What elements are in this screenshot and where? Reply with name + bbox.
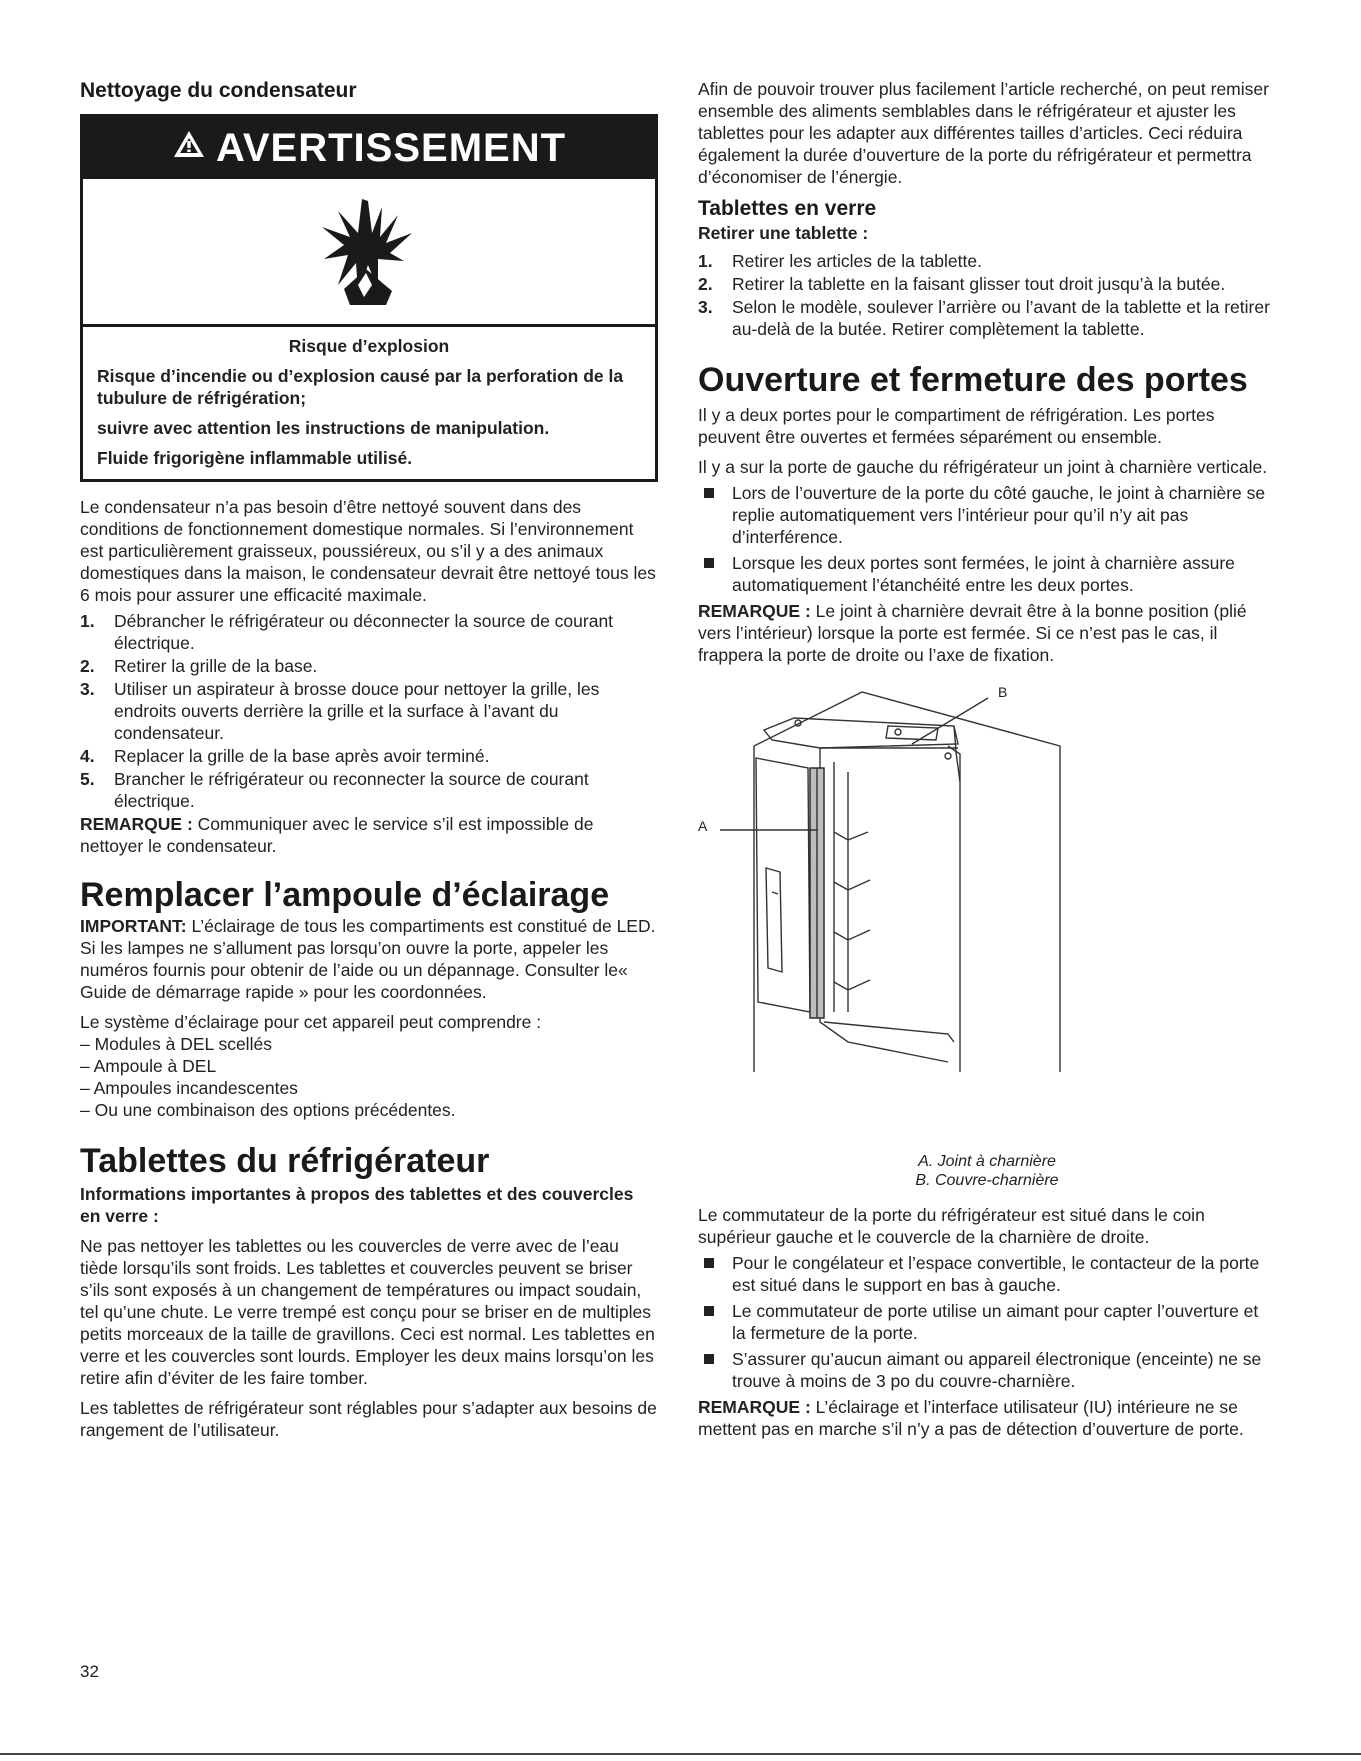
switch-note: REMARQUE : L’éclairage et l’interface utilisateur (IU) intérieure ne se mettent pas en marche s’il n’y a pas de détection d’ouverture de porte.	[698, 1397, 1244, 1439]
warning-triangle-icon	[172, 115, 206, 177]
shelves-intro: Afin de pouvoir trouver plus facilement l’article recherché, on peut remiser ensemble des aliments semblables dans le réfrigérateur et ajuster les tablettes pour les adapter aux différentes tailles d’articles. Ceci réduira également la durée d’ouverture de la porte du réfrigérateur et permettra d’économiser de l’énergie.	[698, 79, 1269, 187]
warning-title: Risque d’explosion	[288, 336, 450, 356]
list-item: 3. Selon le modèle, soulever l’arrière ou l’avant de la tablette et la retirer au-delà de la butée. Retirer complètement la tablette.	[698, 297, 1270, 339]
right-column	[698, 78, 1276, 1440]
condenser-note: REMARQUE : Communiquer avec le service s’il est impossible de nettoyer le condensateur.	[80, 814, 594, 856]
list-item: 5. Brancher le réfrigérateur ou reconnecter la source de courant électrique.	[80, 769, 589, 811]
list-item: Pour le congélateur et l’espace convertible, le contacteur de la porte est situé dans le support en bas à gauche.	[698, 1252, 1276, 1296]
explosion-icon	[308, 193, 428, 313]
warning-box	[80, 114, 658, 482]
bullet-icon	[704, 488, 714, 498]
doors-bullets	[698, 482, 1276, 596]
bottom-divider	[0, 1753, 1361, 1755]
warning-banner	[83, 117, 655, 179]
figure-label-a: A	[698, 818, 708, 834]
switch-paragraph: Le commutateur de la porte du réfrigérateur est situé dans le coin supérieur gauche et le couvercle de la charnière de droite.	[698, 1205, 1205, 1247]
doors-paragraph-1: Il y a deux portes pour le compartiment de réfrigération. Les portes peuvent être ouvertes et fermées séparément ou ensemble.	[698, 405, 1215, 447]
list-item: 4. Replacer la grille de la base après avoir terminé.	[80, 746, 490, 766]
list-item: Lors de l’ouverture de la porte du côté gauche, le joint à charnière se replie automatiquement vers l’intérieur pour qu’il n’y ait pas d’interférence.	[698, 482, 1276, 548]
bulb-option-1: – Modules à DEL scellés	[80, 1034, 272, 1054]
explosion-icon-area	[83, 179, 655, 327]
list-item: 1. Retirer les articles de la tablette.	[698, 251, 982, 271]
warning-line-1: Risque d’incendie ou d’explosion causé par la perforation de la tubulure de réfrigération;	[97, 366, 624, 408]
bullet-icon	[704, 558, 714, 568]
remove-shelf-heading: Retirer une tablette :	[698, 223, 869, 243]
warning-line-3: Fluide frigorigène inflammable utilisé.	[97, 448, 413, 468]
shelves-subheading: Informations importantes à propos des tablettes et des couvercles en verre :	[80, 1184, 634, 1226]
condenser-intro: Le condensateur n’a pas besoin d’être nettoyé souvent dans des conditions de fonctionnement domestique normales. Si l’environnement est particulièrement graisseux, poussiéreux, ou s’il y a des animaux domestiques dans la maison, le condensateur devrait être nettoyé tous les 6 mois pour assurer une efficacité maximale.	[80, 497, 656, 605]
bulb-option-3: – Ampoules incandescentes	[80, 1078, 298, 1098]
bullet-icon	[704, 1354, 714, 1364]
doors-note: REMARQUE : Le joint à charnière devrait être à la bonne position (plié vers l’intérieur) lorsque la porte est fermée. Si ce n’est pas le cas, il frappera la porte de droite ou l’axe de fixation.	[698, 601, 1247, 665]
bullet-icon	[704, 1306, 714, 1316]
bulb-heading: Remplacer l’ampoule d’éclairage	[80, 876, 610, 914]
warning-line-2: suivre avec attention les instructions de manipulation.	[97, 418, 550, 438]
caption-a: A. Joint à charnière	[918, 1153, 1056, 1170]
page-number: 32	[80, 1662, 99, 1681]
condenser-steps	[80, 610, 658, 812]
shelves-paragraph-2: Les tablettes de réfrigérateur sont réglables pour s’adapter aux besoins de rangement de l’utilisateur.	[80, 1398, 657, 1440]
shelves-paragraph-1: Ne pas nettoyer les tablettes ou les couvercles de verre avec de l’eau tiède lorsqu’ils sont froids. Les tablettes et couvercles peuvent se briser s’ils sont exposés à un changement de températures ou impact soudain, tel qu’une chute. Le verre trempé est conçu pour se briser en de multiples petits morceaux de la taille de gravillons. Ceci est normal. Les tablettes en verre et les couvercles sont lourds. Employer les deux mains lorsqu’on les retire afin d’éviter de les faire tomber.	[80, 1236, 655, 1388]
warning-banner-text: AVERTISSEMENT	[215, 126, 567, 170]
doors-paragraph-2: Il y a sur la porte de gauche du réfrigérateur un joint à charnière verticale.	[698, 457, 1268, 477]
switch-bullets	[698, 1252, 1276, 1392]
shelves-heading: Tablettes du réfrigérateur	[80, 1142, 490, 1180]
list-item: 1. Débrancher le réfrigérateur ou déconnecter la source de courant électrique.	[80, 611, 614, 653]
refrigerator-illustration	[698, 682, 1276, 1152]
remove-shelf-steps	[698, 250, 1276, 340]
list-item: S’assurer qu’aucun aimant ou appareil électronique (enceinte) ne se trouve à moins de 3 po du couvre-charnière.	[698, 1348, 1276, 1392]
bulb-option-2: – Ampoule à DEL	[80, 1056, 217, 1076]
condenser-heading: Nettoyage du condensateur	[80, 79, 357, 102]
list-item: Lorsque les deux portes sont fermées, le joint à charnière assure automatiquement l’étanchéité entre les deux portes.	[698, 552, 1276, 596]
bulb-system: Le système d’éclairage pour cet appareil peut comprendre :	[80, 1012, 542, 1032]
bullet-icon	[704, 1258, 714, 1268]
caption-b: B. Couvre-charnière	[915, 1172, 1059, 1189]
list-item: Le commutateur de porte utilise un aimant pour capter l’ouverture et la fermeture de la porte.	[698, 1300, 1276, 1344]
list-item: 2. Retirer la grille de la base.	[80, 656, 318, 676]
list-item: 2. Retirer la tablette en la faisant glisser tout droit jusqu’à la butée.	[698, 274, 1226, 294]
bulb-option-4: – Ou une combinaison des options précédentes.	[80, 1100, 456, 1120]
glass-shelves-heading: Tablettes en verre	[698, 197, 877, 220]
door-figure	[698, 682, 1276, 1152]
left-column	[80, 78, 658, 1441]
figure-label-b: B	[998, 684, 1008, 700]
bulb-important: IMPORTANT: L’éclairage de tous les compartiments est constitué de LED. Si les lampes ne s’allument pas lorsqu’on ouvre la porte, appeler les numéros fournis pour obtenir de l’aide ou un dépannage. Consulter le« Guide de démarrage rapide » pour les coordonnées.	[80, 916, 656, 1002]
doors-heading: Ouverture et fermeture des portes	[698, 361, 1248, 399]
warning-body	[83, 327, 655, 479]
list-item: 3. Utiliser un aspirateur à brosse douce pour nettoyer la grille, les endroits ouverts derrière la grille et la surface à l’avant du condensateur.	[80, 679, 600, 743]
